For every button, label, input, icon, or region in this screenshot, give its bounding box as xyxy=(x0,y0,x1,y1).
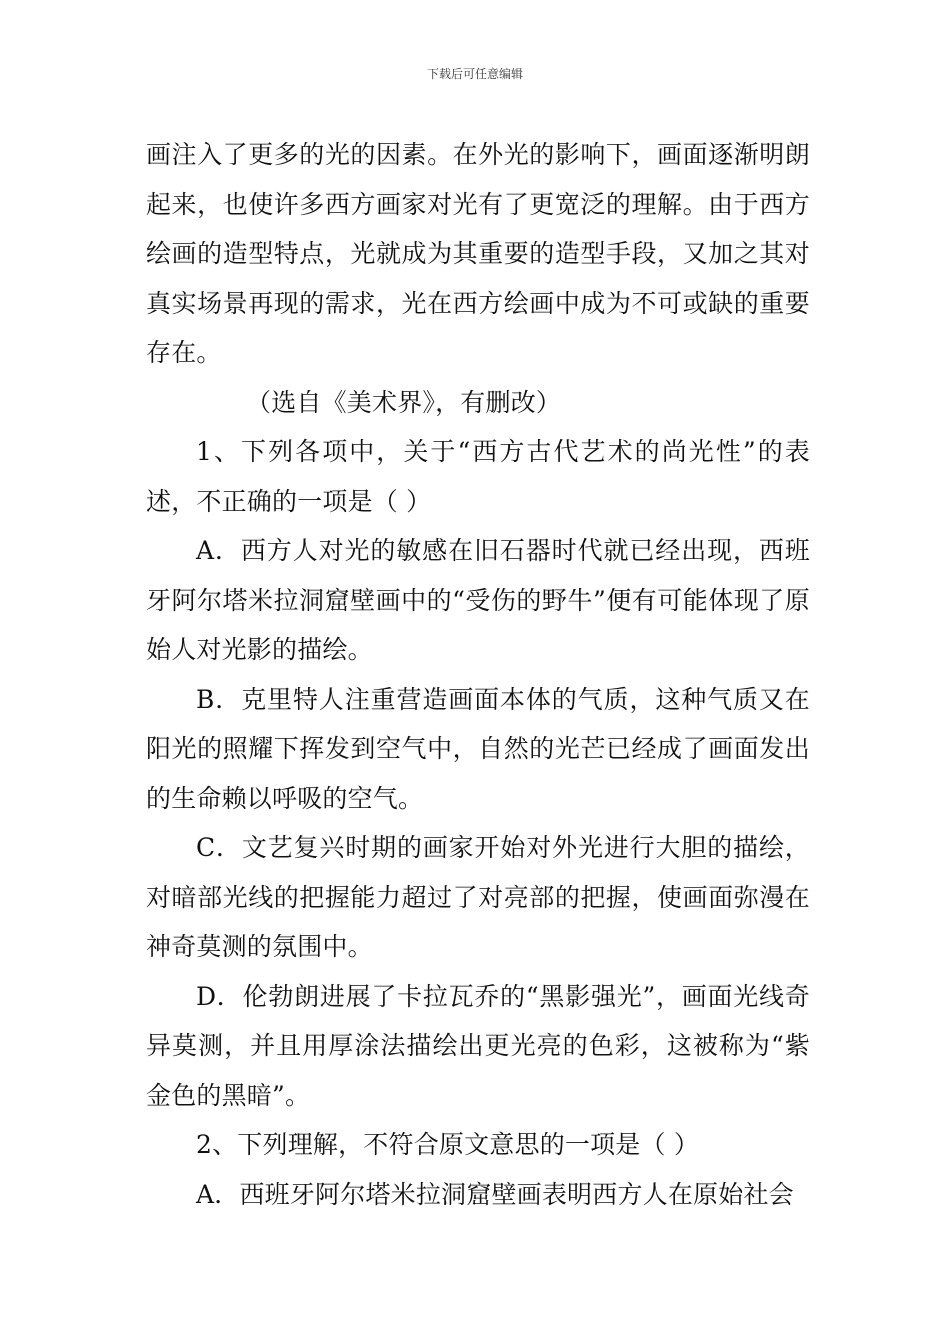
page-header: 下载后可任意编辑 xyxy=(426,67,523,81)
source-citation: （选自《美术界》，有删改） xyxy=(246,387,562,417)
question-1-option-d: D．伦勃朗进展了卡拉瓦乔的“黑影强光”，画面光线奇异莫测，并且用厚涂法描绘出更光亮的色彩，这被称为“紫金色的黑暗”。 xyxy=(146,981,810,1110)
question-1-option-b: B．克里特人注重营造画面本体的气质，这种气质又在阳光的照耀下挥发到空气中，自然的光芒已经成了画面发出的生命赖以呼吸的空气。 xyxy=(146,684,810,813)
question-1-stem: 1、下列各项中，关于“西方古代艺术的尚光性”的表述，不正确的一项是（ ） xyxy=(146,437,810,516)
question-1-option-a: A．西方人对光的敏感在旧石器时代就已经出现，西班牙阿尔塔米拉洞窟壁画中的“受伤的野牛”便有可能体现了原始人对光影的描绘。 xyxy=(146,536,810,664)
question-2-stem: 2、下列理解，不符合原文意思的一项是（ ） xyxy=(196,1130,700,1159)
question-2-option-a: A．西班牙阿尔塔米拉洞窟壁画表明西方人在原始社会 xyxy=(196,1179,794,1209)
paragraph-continuation: 画注入了更多的光的因素。在外光的影响下，画面逐渐明朗起来，也使许多西方画家对光有了更宽泛的理解。由于西方绘画的造型特点，光就成为其重要的造型手段，又加之其对真实场景再现的需求，光在西方绘画中成为不可或缺的重要存在。 xyxy=(146,140,810,367)
question-1-option-c: C．文艺复兴时期的画家开始对外光进行大胆的描绘，对暗部光线的把握能力超过了对亮部的把握，使画面弥漫在神奇莫测的氛围中。 xyxy=(146,833,810,961)
document-body xyxy=(146,130,810,1219)
